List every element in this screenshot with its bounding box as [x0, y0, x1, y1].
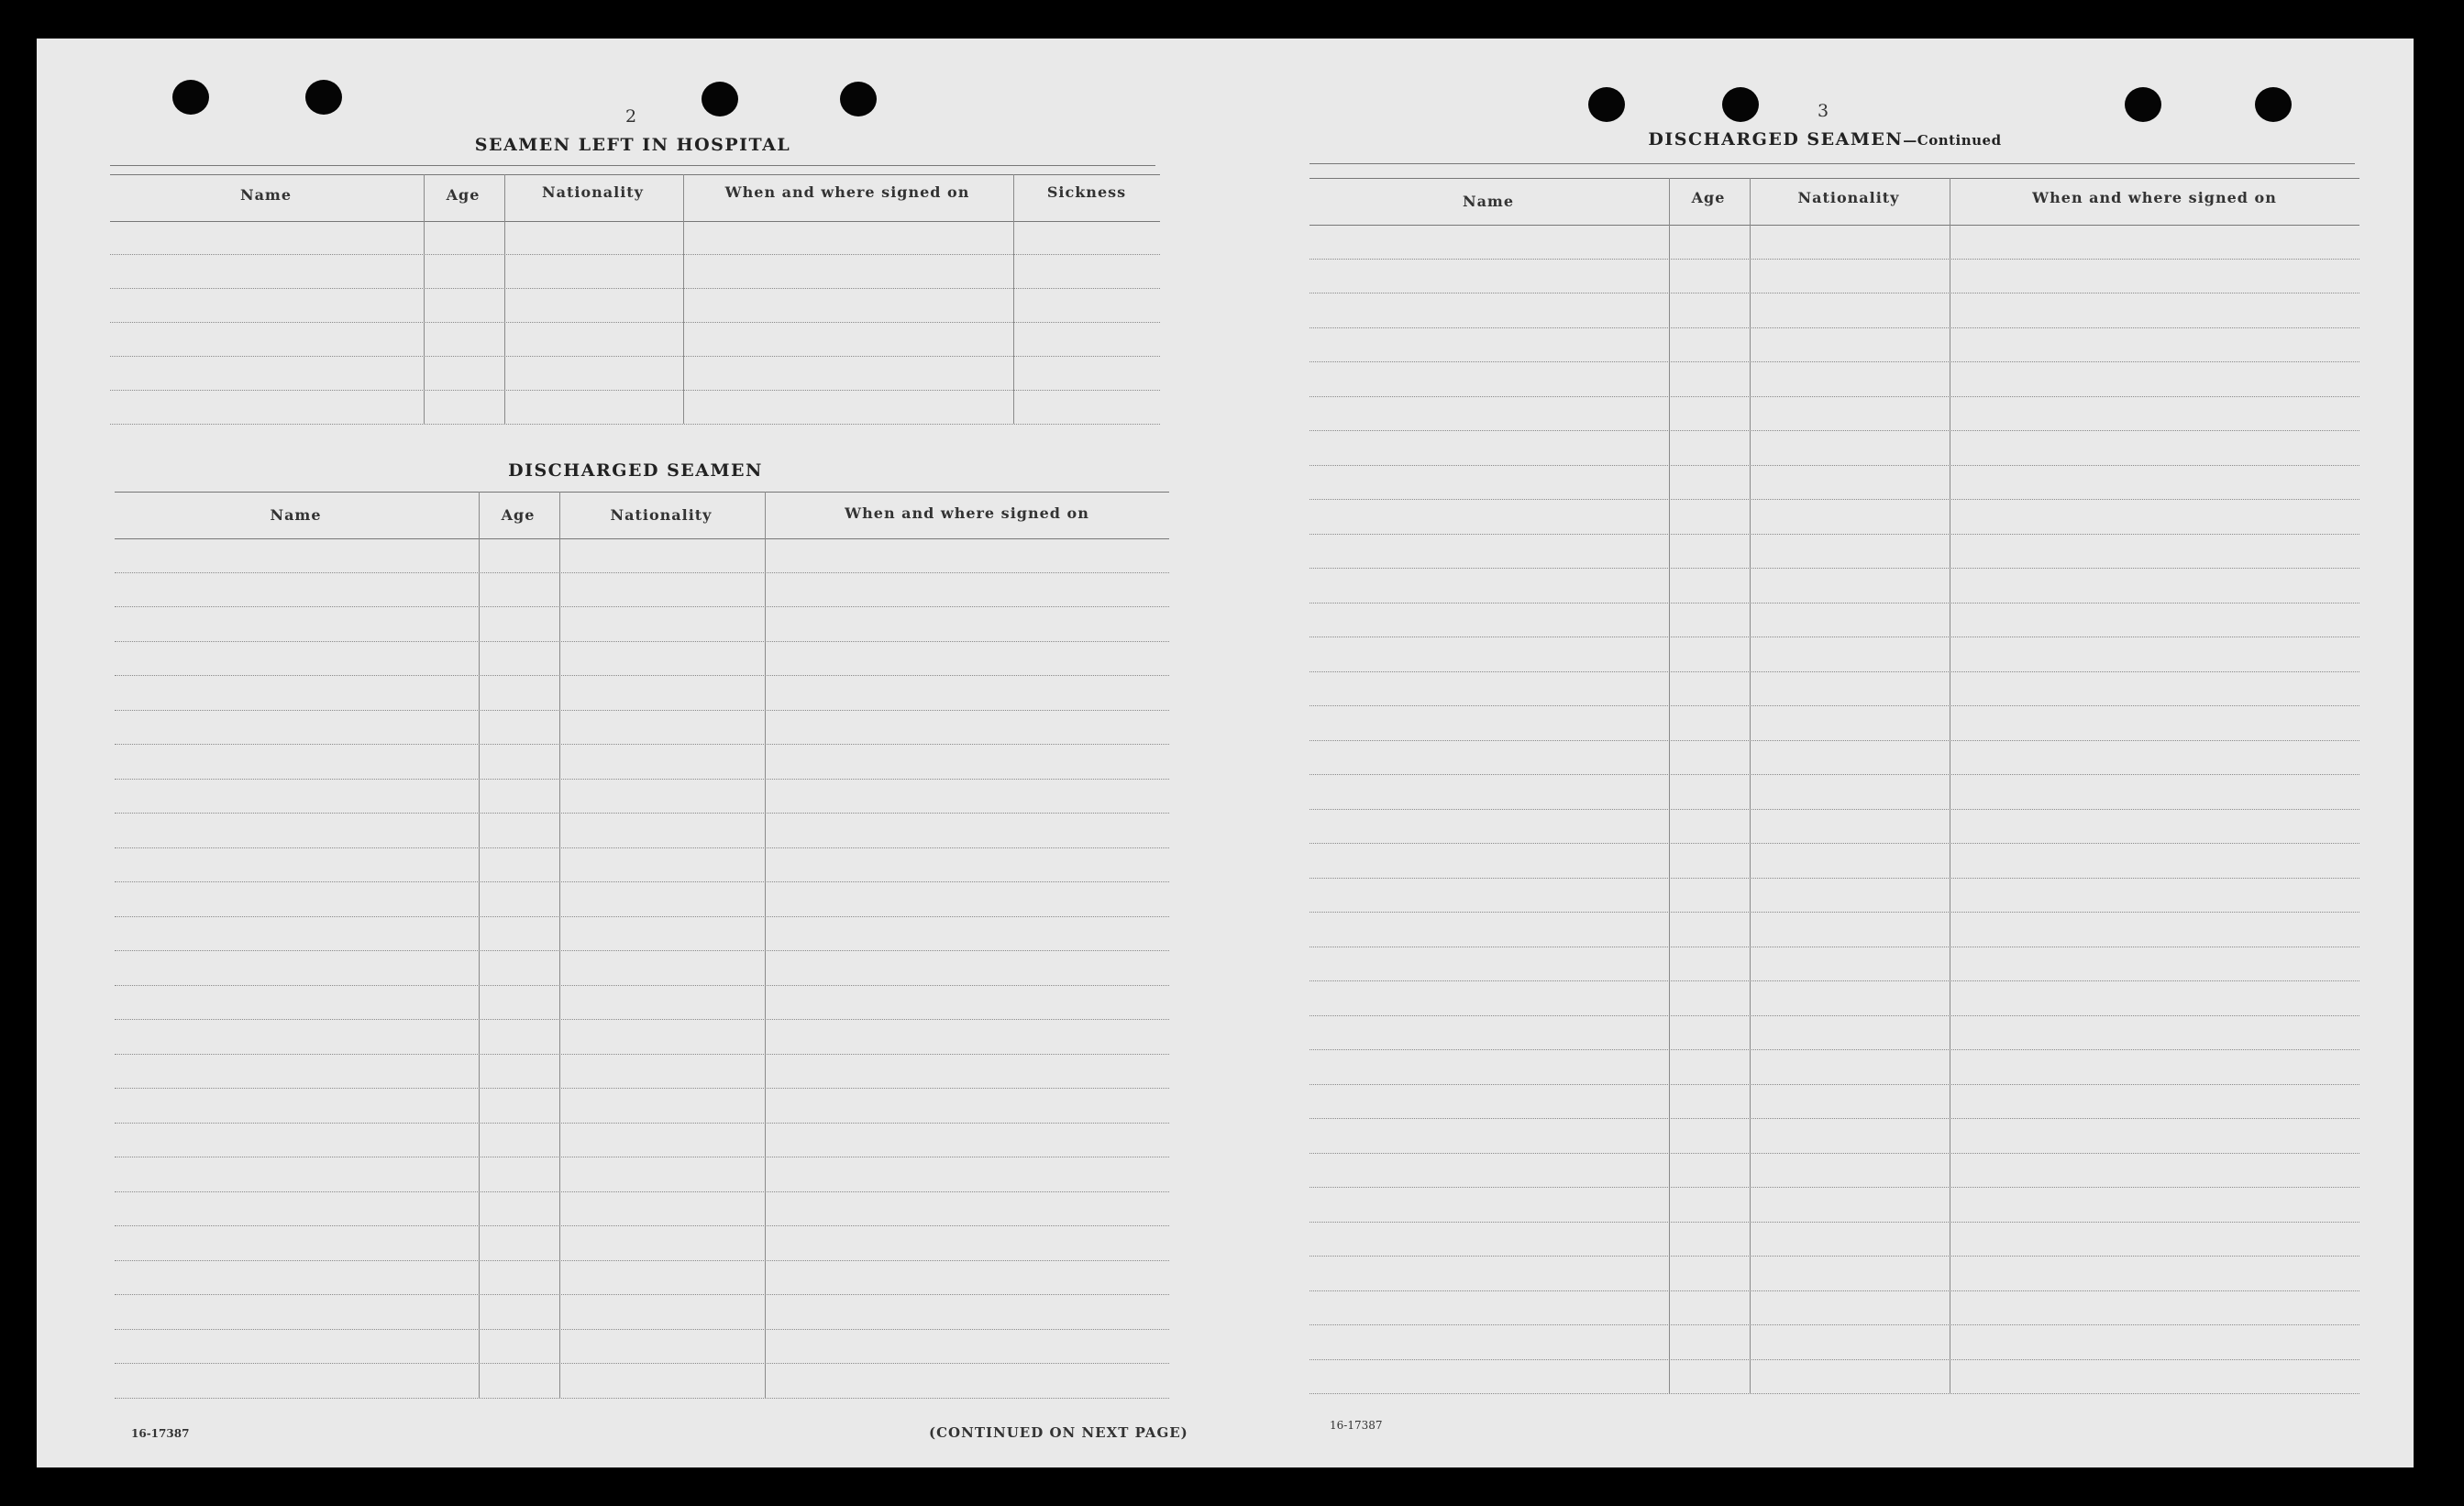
continued-row-line: [1309, 499, 2359, 500]
hospital-col-age: Age: [446, 186, 481, 204]
continued-row-line: [1309, 430, 2359, 431]
hospital-col-nationality: Nationality: [542, 183, 644, 201]
continued-row-line: [1309, 1084, 2359, 1085]
hospital-col-sickness: Sickness: [1046, 183, 1127, 201]
discharged-continued-title: [1648, 129, 2001, 149]
discharged-row-line: [115, 675, 1169, 676]
hospital-row-line: [110, 254, 1160, 255]
discharged-row-line: [115, 916, 1169, 917]
punch-hole: [702, 82, 738, 116]
continued-row-line: [1309, 912, 2359, 913]
discharged-continued-suffix: —Continued: [1903, 132, 2002, 149]
continued-row-line: [1309, 1153, 2359, 1154]
discharged-table: [115, 492, 1169, 1413]
discharged-col-nationality: Nationality: [610, 506, 713, 524]
hospital-row-line: [110, 288, 1160, 289]
discharged-row-line: [115, 881, 1169, 882]
continued-row-line: [1309, 361, 2359, 362]
continued-row-line: [1309, 534, 2359, 535]
continued-column-divider: [1750, 178, 1751, 1393]
continued-col-signed-on: When and where signed on: [2032, 189, 2277, 206]
continued-row-line: [1309, 671, 2359, 672]
continued-col-name: Name: [1462, 193, 1515, 210]
punch-hole: [1588, 87, 1625, 122]
discharged-row-line: [115, 1019, 1169, 1020]
punch-hole: [172, 80, 209, 115]
continued-row-line: [1309, 465, 2359, 466]
hospital-column-divider: [424, 174, 425, 424]
punch-hole: [2255, 87, 2292, 122]
discharged-row-line: [115, 1191, 1169, 1192]
punch-hole: [2125, 87, 2161, 122]
discharged-continued-table: [1309, 178, 2359, 1402]
discharged-row-line: [115, 606, 1169, 607]
continued-row-line: [1309, 843, 2359, 844]
discharged-continued-title-main: DISCHARGED SEAMEN: [1648, 129, 1904, 149]
discharged-col-age: Age: [501, 506, 536, 524]
continued-row-line: [1309, 396, 2359, 397]
hospital-section-title: SEAMEN LEFT IN HOSPITAL: [474, 135, 791, 155]
continued-row-line: [1309, 1290, 2359, 1291]
form-number-right: 16-17387: [1330, 1419, 1383, 1432]
hospital-table: [110, 174, 1160, 448]
continued-row-line: [1309, 1187, 2359, 1188]
hospital-row-line: [110, 322, 1160, 323]
discharged-row-line: [115, 1054, 1169, 1055]
continued-row-line: [1309, 327, 2359, 328]
hospital-column-divider: [683, 174, 684, 424]
continued-row-line: [1309, 1222, 2359, 1223]
form-number-left: 16-17387: [131, 1427, 190, 1440]
discharged-row-line: [115, 744, 1169, 745]
continued-title-rule: [1309, 163, 2355, 164]
hospital-row-line: [110, 356, 1160, 357]
hospital-col-name: Name: [239, 186, 293, 204]
continued-row-line: [1309, 774, 2359, 775]
discharged-row-line: [115, 1260, 1169, 1261]
discharged-row-line: [115, 1088, 1169, 1089]
punch-hole: [305, 80, 342, 115]
continued-col-nationality: Nationality: [1797, 189, 1900, 206]
continued-row-line: [1309, 809, 2359, 810]
continued-row-line: [1309, 705, 2359, 706]
discharged-row-line: [115, 1363, 1169, 1364]
continued-row-line: [1309, 1359, 2359, 1360]
punch-hole: [840, 82, 877, 116]
continued-row-line: [1309, 568, 2359, 569]
discharged-column-divider: [559, 492, 560, 1398]
continued-col-age: Age: [1691, 189, 1726, 206]
discharged-row-line: [115, 1123, 1169, 1124]
continued-row-line: [1309, 980, 2359, 981]
continued-row-line: [1309, 1015, 2359, 1016]
discharged-col-signed-on: When and where signed on: [845, 504, 1089, 522]
discharged-col-name: Name: [270, 506, 322, 524]
page-number-left: 2: [624, 106, 637, 127]
hospital-row-line: [110, 390, 1160, 391]
continued-row-line: [1309, 1324, 2359, 1325]
discharged-column-divider: [479, 492, 480, 1398]
discharged-column-divider: [765, 492, 766, 1398]
continued-row-line: [1309, 1256, 2359, 1257]
discharged-row-line: [115, 950, 1169, 951]
hospital-row-line: [110, 424, 1160, 425]
continued-row-line: [1309, 740, 2359, 741]
discharged-row-line: [115, 813, 1169, 814]
discharged-section-title: DISCHARGED SEAMEN: [508, 460, 763, 481]
continued-row-line: [1309, 878, 2359, 879]
punch-hole: [1722, 87, 1759, 122]
continued-row-line: [1309, 259, 2359, 260]
hospital-column-divider: [1013, 174, 1014, 424]
continued-row-line: [1309, 1049, 2359, 1050]
continued-note: (CONTINUED ON NEXT PAGE): [929, 1424, 1188, 1441]
discharged-row-line: [115, 710, 1169, 711]
continued-row-line: [1309, 603, 2359, 604]
continued-column-divider: [1669, 178, 1670, 1393]
discharged-row-line: [115, 779, 1169, 780]
discharged-row-line: [115, 985, 1169, 986]
discharged-row-line: [115, 1329, 1169, 1330]
ledger-sheet: [37, 39, 2414, 1467]
discharged-row-line: [115, 641, 1169, 642]
discharged-row-line: [115, 1225, 1169, 1226]
continued-row-line: [1309, 1393, 2359, 1394]
page-number-right: 3: [1817, 101, 1829, 121]
discharged-row-line: [115, 847, 1169, 848]
discharged-row-line: [115, 1398, 1169, 1399]
hospital-col-signed-on: When and where signed on: [724, 183, 970, 201]
hospital-title-rule: [110, 165, 1155, 166]
discharged-row-line: [115, 572, 1169, 573]
hospital-column-divider: [504, 174, 505, 424]
continued-row-line: [1309, 1118, 2359, 1119]
discharged-row-line: [115, 1294, 1169, 1295]
